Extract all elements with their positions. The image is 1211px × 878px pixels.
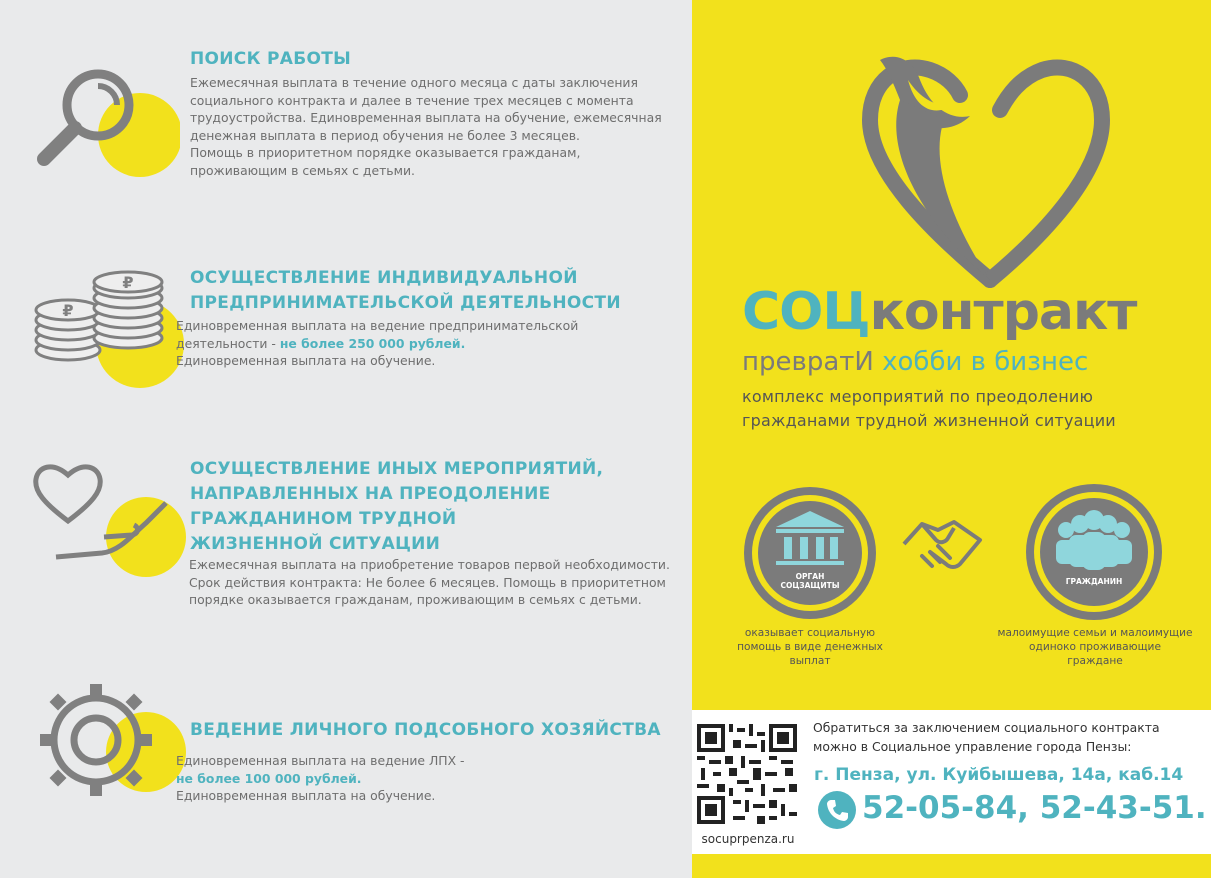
- body-line: денежная выплата в период обучения не более 3 месяцев.: [190, 127, 580, 143]
- body-line: Единовременная выплата на ведение ЛПХ -: [176, 753, 465, 768]
- handshake-icon: [900, 510, 984, 580]
- body-line: [176, 335, 578, 353]
- body-line: Единовременная выплата на обучение.: [176, 353, 436, 368]
- section-title-other-measures: [190, 457, 603, 557]
- title-line: ОСУЩЕСТВЛЕНИЕ ИНЫХ МЕРОПРИЯТИЙ,: [190, 459, 604, 479]
- desc-line: гражданами трудной жизненной ситуации: [742, 411, 1116, 430]
- svg-text:₽: ₽: [62, 301, 74, 320]
- slogan-gray: превратИ: [742, 347, 874, 377]
- heart-swallow-logo: [860, 40, 1110, 290]
- organ-caption: [730, 626, 890, 668]
- brand-description: [742, 385, 1116, 433]
- contact-info: [813, 718, 1203, 756]
- title-line: ВЕДЕНИЕ ЛИЧНОГО ПОДСОБНОГО ХОЗЯЙСТВА: [190, 720, 661, 740]
- citizen-badge: [1022, 480, 1166, 624]
- body-text-part: деятельности -: [176, 335, 280, 351]
- title-line: ЖИЗНЕННОЙ СИТУАЦИИ: [190, 534, 441, 554]
- title-line: ПРЕДПРИНИМАТЕЛЬСКОЙ ДЕЯТЕЛЬНОСТИ: [190, 293, 621, 313]
- body-line: трудоустройства. Единовременная выплата на обучение, ежемесячная: [190, 110, 662, 125]
- slogan: [742, 346, 1088, 378]
- section-body-other-measures: [189, 556, 670, 609]
- section-body-job-search: [190, 74, 662, 179]
- body-line: Единовременная выплата на ведение предпринимательской: [176, 318, 579, 333]
- organ-label: [770, 572, 850, 590]
- section-body-business: [176, 317, 578, 370]
- title-line: ОСУЩЕСТВЛЕНИЕ ИНДИВИДУАЛЬНОЙ: [190, 268, 578, 288]
- title-line: ГРАЖДАНИНОМ ТРУДНОЙ: [190, 509, 457, 529]
- caption-line: граждане: [1067, 655, 1123, 667]
- body-line: Единовременная выплата на обучение.: [176, 788, 436, 803]
- body-line: Ежемесячная выплата на приобретение товаров первой необходимости.: [189, 557, 670, 572]
- website-link[interactable]: socuprpenza.ru: [701, 832, 795, 846]
- yellow-strip: [692, 854, 1211, 878]
- ruble-coins-icon: [28, 262, 188, 392]
- body-line: социального контракта и далее в течение трех месяцев с момента: [190, 92, 634, 108]
- title-line: НАПРАВЛЕННЫХ НА ПРЕОДОЛЕНИЕ: [190, 484, 551, 504]
- section-title-household: [190, 718, 661, 743]
- organ-label-line: ОРГАН: [795, 572, 825, 581]
- phone-numbers[interactable]: 52-05-84, 52-43-51.: [862, 790, 1207, 826]
- address: г. Пенза, ул. Куйбышева, 14а, каб.14: [814, 765, 1184, 785]
- organ-badge: [740, 483, 880, 623]
- desc-line: комплекс мероприятий по преодолению: [742, 387, 1094, 406]
- title-line: ПОИСК РАБОТЫ: [190, 49, 352, 69]
- qr-code[interactable]: [697, 724, 797, 824]
- section-title-business: [190, 266, 621, 316]
- amount-highlight: не более 100 000 рублей.: [176, 770, 362, 786]
- caption-line: малоимущие семьи и малоимущие: [997, 627, 1193, 639]
- body-line: Помощь в приоритетном порядке оказывается гражданам,: [190, 145, 581, 160]
- heart-hand-icon: [28, 455, 188, 580]
- section-body-household: [176, 752, 465, 805]
- caption-line: одиноко проживающие: [1029, 641, 1161, 653]
- svg-text:₽: ₽: [122, 273, 134, 292]
- section-title-job-search: [190, 47, 351, 72]
- citizen-label: ГРАЖДАНИН: [1065, 577, 1123, 586]
- body-line: порядке оказывается гражданам, проживающим в семьях с детьми.: [189, 592, 642, 607]
- amount-highlight: не более 250 000 рублей.: [279, 335, 466, 351]
- caption-line: помощь в виде денежных: [737, 641, 883, 653]
- citizen-caption: [990, 626, 1200, 668]
- organ-label-line: СОЦЗАЩИТЫ: [780, 581, 840, 590]
- phone-icon: [818, 791, 856, 829]
- brand-contract: контракт: [869, 282, 1137, 342]
- body-line: Срок действия контракта: Не более 6 месяцев. Помощь в приоритетном: [189, 574, 666, 590]
- contact-line: можно в Социальное управление города Пензы:: [813, 739, 1132, 754]
- magnifier-icon: [30, 55, 180, 185]
- brand-title: [742, 282, 1136, 342]
- caption-line: выплат: [789, 655, 831, 667]
- slogan-teal: хобби в бизнес: [882, 347, 1089, 377]
- gear-icon: [30, 670, 190, 810]
- brand-soc: СОЦ: [742, 282, 870, 342]
- body-line: Ежемесячная выплата в течение одного месяца с даты заключения: [190, 75, 638, 90]
- caption-line: оказывает социальную: [744, 627, 876, 639]
- body-line: проживающим в семьях с детьми.: [190, 162, 415, 178]
- contact-line: Обратиться за заключением социального контракта: [813, 720, 1160, 735]
